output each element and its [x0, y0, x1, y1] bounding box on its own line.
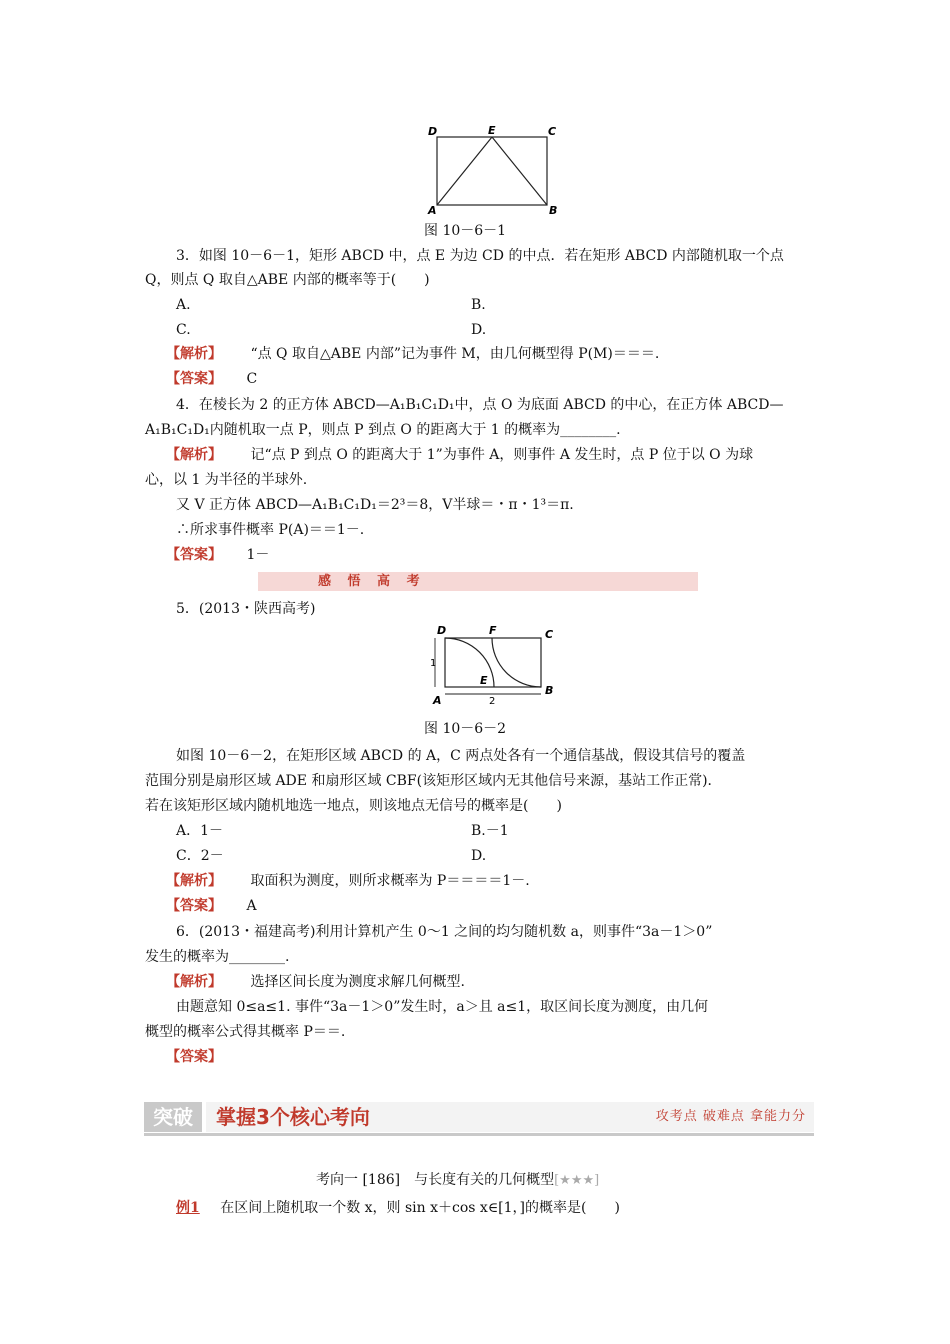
- difficulty-stars: [★★★]: [554, 1173, 600, 1188]
- q4-line2: A₁B₁C₁D₁内随机取一点 P，则点 P 到点 O 的距离大于 1 的概率为________.: [145, 422, 621, 438]
- answer-tag: 【答案】: [166, 371, 222, 387]
- label-e: E: [488, 124, 496, 137]
- q5-jiexi-text: 取面积为测度，则所求概率为 P＝＝＝＝1－.: [250, 873, 530, 889]
- example1: [176, 1198, 620, 1218]
- label-b: B: [549, 204, 558, 217]
- banner-body: [206, 1102, 814, 1132]
- q6-line3: 由题意知 0≤a≤1. 事件“3a－1＞0”发生时，a＞且 a≤1，取区间长度为测度，由几何: [176, 999, 709, 1015]
- example-label: 例1: [176, 1200, 200, 1216]
- section-banner: [144, 1102, 814, 1136]
- q4-line4: ∴所求事件概率 P(A)＝＝1－.: [176, 522, 365, 538]
- q5-answer-text: A: [246, 898, 257, 914]
- q4-answer: [166, 545, 269, 565]
- kaoxiang-title: [316, 1170, 599, 1191]
- q3-answer-text: C: [246, 371, 258, 387]
- answer-tag: 【答案】: [166, 1049, 222, 1065]
- label-c: C: [548, 125, 557, 138]
- label-d: D: [428, 125, 438, 138]
- figure1-caption: 图 10－6－1: [424, 223, 507, 239]
- q6-line1: 6．(2013・福建高考)利用计算机产生 0～1 之间的均匀随机数 a，则事件“3a－1＞0”: [176, 924, 713, 940]
- q5-body1: 如图 10－6－2，在矩形区域 ABCD 的 A，C 两点处各有一个通信基战，假设其信号的覆盖: [176, 748, 746, 764]
- q3-option-a: A.: [176, 297, 191, 313]
- q3-option-b: B.: [471, 297, 486, 313]
- segment-be: [492, 137, 547, 205]
- q4-jiexi-line2: 心，以 1 为半径的半球外.: [145, 472, 308, 488]
- label-height-1: 1: [430, 658, 437, 669]
- answer-tag: 【答案】: [166, 898, 222, 914]
- q3-jiexi-text: “点 Q 取自△ABE 内部”记为事件 M，由几何概型得 P(M)＝＝＝.: [250, 346, 660, 362]
- q6-jiexi-text: 选择区间长度为测度求解几何概型.: [250, 974, 465, 990]
- banner-right-text: 攻考点 破难点 拿能力分: [655, 1109, 806, 1124]
- q4-jiexi-text: 记“点 P 到点 O 的距离大于 1”为事件 A，则事件 A 发生时，点 P 位于以 O 为球: [250, 447, 754, 463]
- q4-jiexi: [166, 445, 753, 465]
- banner-left-label: 突破: [144, 1102, 202, 1132]
- figure-quarter-circles: [425, 622, 565, 714]
- q3-option-d: D.: [471, 322, 487, 338]
- rectangle: [437, 137, 547, 205]
- q6-line2: 发生的概率为________.: [145, 949, 290, 965]
- figure2-caption: 图 10－6－2: [424, 721, 507, 737]
- example1-text: 在区间上随机取一个数 x，则 sin x＋cos x∈[1，]的概率是( ): [220, 1200, 620, 1216]
- section-band: [258, 572, 698, 591]
- kaoxiang-title-text: 考向一 [186] 与长度有关的几何概型: [316, 1172, 555, 1188]
- q3-answer: [166, 369, 257, 389]
- q5-option-a: A．1－: [176, 823, 224, 839]
- segment-ae: [437, 137, 492, 205]
- banner-title: 掌握3个核心考向: [216, 1105, 370, 1129]
- q3-line2: Q，则点 Q 取自△ABE 内部的概率等于( ): [145, 272, 430, 288]
- q6-jiexi: [166, 972, 465, 992]
- q4-answer-text: 1－: [246, 547, 270, 563]
- figure-rectangle-abcd: [420, 120, 570, 218]
- q5-jiexi: [166, 871, 530, 891]
- q5-body3: 若在该矩形区域内随机地选一地点，则该地点无信号的概率是( ): [145, 798, 562, 814]
- answer-tag: 【答案】: [166, 547, 222, 563]
- q3-line1: 3．如图 10－6－1，矩形 ABCD 中，点 E 为边 CD 的中点．若在矩形 ABCD 内部随机取一个点: [176, 248, 784, 264]
- label-a: A: [428, 204, 437, 217]
- q5-option-d: D.: [471, 848, 487, 864]
- q5-answer: [166, 896, 257, 916]
- jiexi-tag: 【解析】: [166, 447, 222, 463]
- q5-option-c: C．2－: [176, 848, 224, 864]
- q5-option-b: B.－1: [471, 823, 509, 839]
- q3-option-c: C.: [176, 322, 191, 338]
- label-f: F: [489, 624, 497, 637]
- q6-line4: 概型的概率公式得其概率 P＝＝.: [145, 1024, 346, 1040]
- arc-cbf: [492, 638, 541, 687]
- label-e: E: [480, 674, 488, 687]
- jiexi-tag: 【解析】: [166, 974, 222, 990]
- label-d: D: [437, 624, 447, 637]
- jiexi-tag: 【解析】: [166, 873, 222, 889]
- q4-line1: 4．在棱长为 2 的正方体 ABCD—A₁B₁C₁D₁中，点 O 为底面 ABCD 的中心，在正方体 ABCD—: [176, 397, 784, 413]
- banner-rule: [144, 1133, 814, 1136]
- q5-body2: 范围分别是扇形区域 ADE 和扇形区域 CBF(该矩形区域内无其他信号来源，基站工作正常)．: [145, 773, 722, 789]
- q4-line3: 又 V 正方体 ABCD—A₁B₁C₁D₁＝2³＝8，V半球＝・π・1³＝π.: [176, 497, 574, 513]
- label-c: C: [545, 628, 554, 641]
- jiexi-tag: 【解析】: [166, 346, 222, 362]
- label-b: B: [545, 684, 554, 697]
- label-a: A: [433, 694, 442, 707]
- q3-jiexi: [166, 344, 659, 364]
- q6-answer: [166, 1047, 222, 1067]
- label-width-2: 2: [489, 696, 496, 707]
- section-band-title: 感 悟 高 考: [318, 574, 426, 589]
- q5-head: 5．(2013・陕西高考): [176, 601, 316, 617]
